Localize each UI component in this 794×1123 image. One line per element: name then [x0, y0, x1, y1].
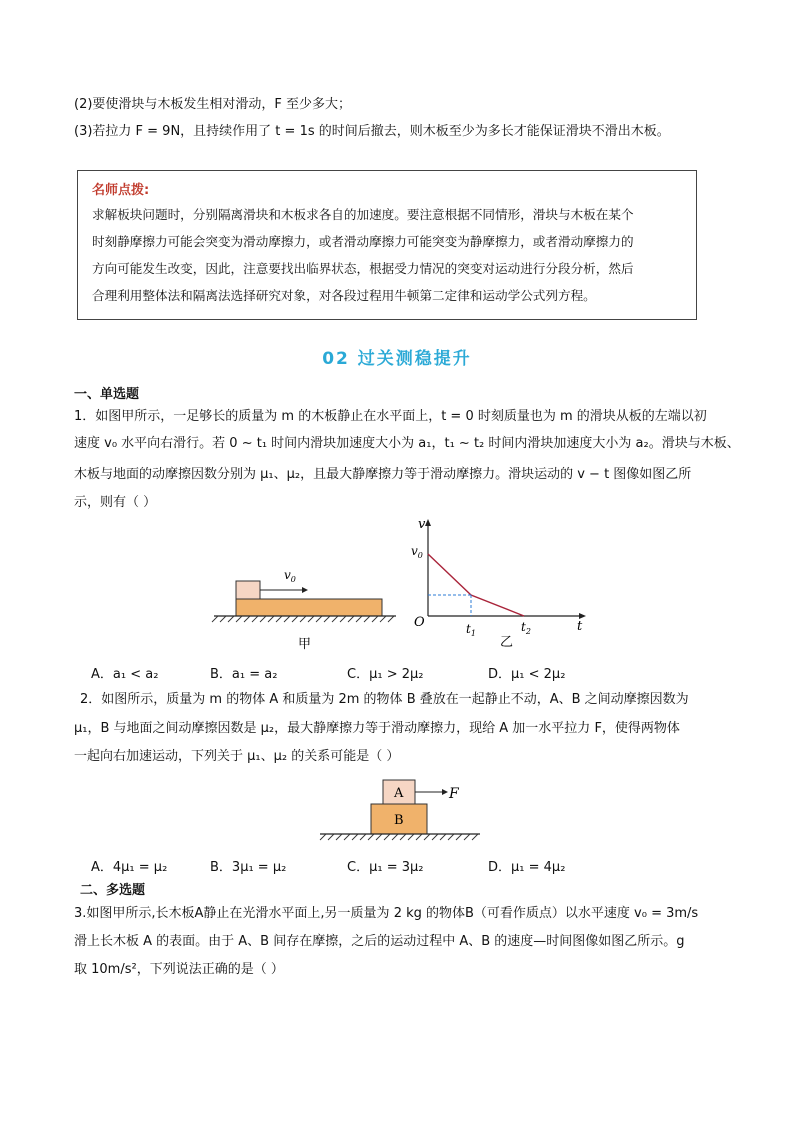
tip-line: 合理利用整体法和隔离法选择研究对象，对各段过程用牛顿第二定律和运动学公式列方程。 [92, 288, 596, 303]
q2-option-c[interactable]: C．μ₁ = 3μ₂ [347, 860, 424, 875]
origin-label: O [414, 615, 425, 630]
q1-line: 示，则有（ ） [74, 495, 157, 510]
board [236, 599, 382, 616]
tip-line: 方向可能发生改变，因此，注意要找出临界状态，根据受力情况的突变对运动进行分段分析，然后 [92, 261, 634, 276]
q3-line: 取 10m/s²，下列说法正确的是（ ） [74, 962, 284, 977]
q1-option-a[interactable]: A．a₁ < a₂ [91, 667, 159, 682]
q1-line: 速度 v₀ 水平向右滑行。若 0 ~ t₁ 时间内滑块加速度大小为 a₁，t₁ ~ t₂ 时间内滑块加速度大小为 a₂。滑块与木板、 [74, 436, 740, 451]
figure-yi-caption: 乙 [500, 635, 514, 650]
q1-option-c[interactable]: C．μ₁ > 2μ₂ [347, 667, 424, 682]
block-a-label: A [394, 786, 404, 801]
part1-heading: 一、单选题 [74, 387, 140, 402]
tip-line: 时刻静摩擦力可能会突变为滑动摩擦力，或者滑动摩擦力可能突变为静摩擦力，或者滑动摩擦力的 [92, 234, 634, 249]
axis-t-label: t [577, 619, 583, 634]
tip-title: 名师点拨: [92, 183, 150, 198]
prev-q3: (3)若拉力 F = 9N，且持续作用了 t = 1s 的时间后撤去，则木板至少为多长才能保证滑块不滑出木板。 [74, 124, 670, 139]
q2-option-b[interactable]: B．3μ₁ = μ₂ [210, 860, 287, 875]
block-b-label: B [394, 813, 404, 828]
part2-heading: 二、多选题 [80, 883, 146, 898]
v0-label: $v_0$ [284, 568, 296, 584]
q2-line: 2．如图所示，质量为 m 的物体 A 和质量为 2m 的物体 B 叠放在一起静止不动，A、B 之间动摩擦因数为 [80, 692, 689, 707]
t1-label: $t_1$ [466, 622, 476, 638]
tip-box [77, 170, 697, 320]
q2-option-a[interactable]: A．4μ₁ = μ₂ [91, 860, 168, 875]
force-label: F [449, 786, 459, 802]
q1-line: 1．如图甲所示，一足够长的质量为 m 的木板静止在水平面上，t = 0 时刻质量也为 m 的滑块从板的左端以初 [74, 409, 707, 424]
velocity-arrow-head [302, 587, 308, 593]
q3-line: 滑上长木板 A 的表面。由于 A、B 间存在摩擦，之后的运动过程中 A、B 的速度—时间图像如图乙所示。g [74, 934, 685, 949]
axis-v-label: v [418, 517, 426, 532]
section-title: 02 过关测稳提升 [322, 349, 472, 369]
prev-q2: (2)要使滑块与木板发生相对滑动，F 至少多大； [74, 97, 352, 112]
ground-hatch-q2 [320, 834, 478, 840]
q3-line: 3.如图甲所示,长木板A静止在光滑水平面上,另一质量为 2 kg 的物体B（可看作质点）以水平速度 v₀ = 3m/s [74, 906, 699, 921]
q2-line: 一起向右加速运动，下列关于 μ₁、μ₂ 的关系可能是（ ） [74, 749, 400, 764]
figure-jia [210, 565, 400, 655]
figure-jia-caption: 甲 [298, 637, 312, 652]
q1-option-b[interactable]: B．a₁ = a₂ [210, 667, 278, 682]
q2-option-d[interactable]: D．μ₁ = 4μ₂ [488, 860, 566, 875]
ground-hatch [212, 616, 394, 622]
figure-yi [405, 516, 595, 656]
tip-line: 求解板块问题时，分别隔离滑块和木板求各自的加速度。要注意根据不同情形，滑块与木板在某个 [92, 207, 634, 222]
q1-line: 木板与地面的动摩擦因数分别为 μ₁、μ₂，且最大静摩擦力等于滑动摩擦力。滑块运动的 v − t 图像如图乙所 [74, 467, 692, 482]
q2-line: μ₁，B 与地面之间动摩擦因数是 μ₂，最大静摩擦力等于滑动摩擦力，现给 A 加一水平拉力 F，使得两物体 [74, 721, 680, 736]
figure-q2 [316, 776, 486, 848]
velocity-curve [428, 554, 524, 616]
slider-block [236, 581, 260, 599]
q1-option-d[interactable]: D．μ₁ < 2μ₂ [488, 667, 566, 682]
force-arrow-head [442, 789, 448, 795]
v-axis-arrow [425, 519, 431, 526]
v0-axis-label: $v_0$ [411, 544, 423, 560]
t2-label: $t_2$ [521, 620, 531, 636]
